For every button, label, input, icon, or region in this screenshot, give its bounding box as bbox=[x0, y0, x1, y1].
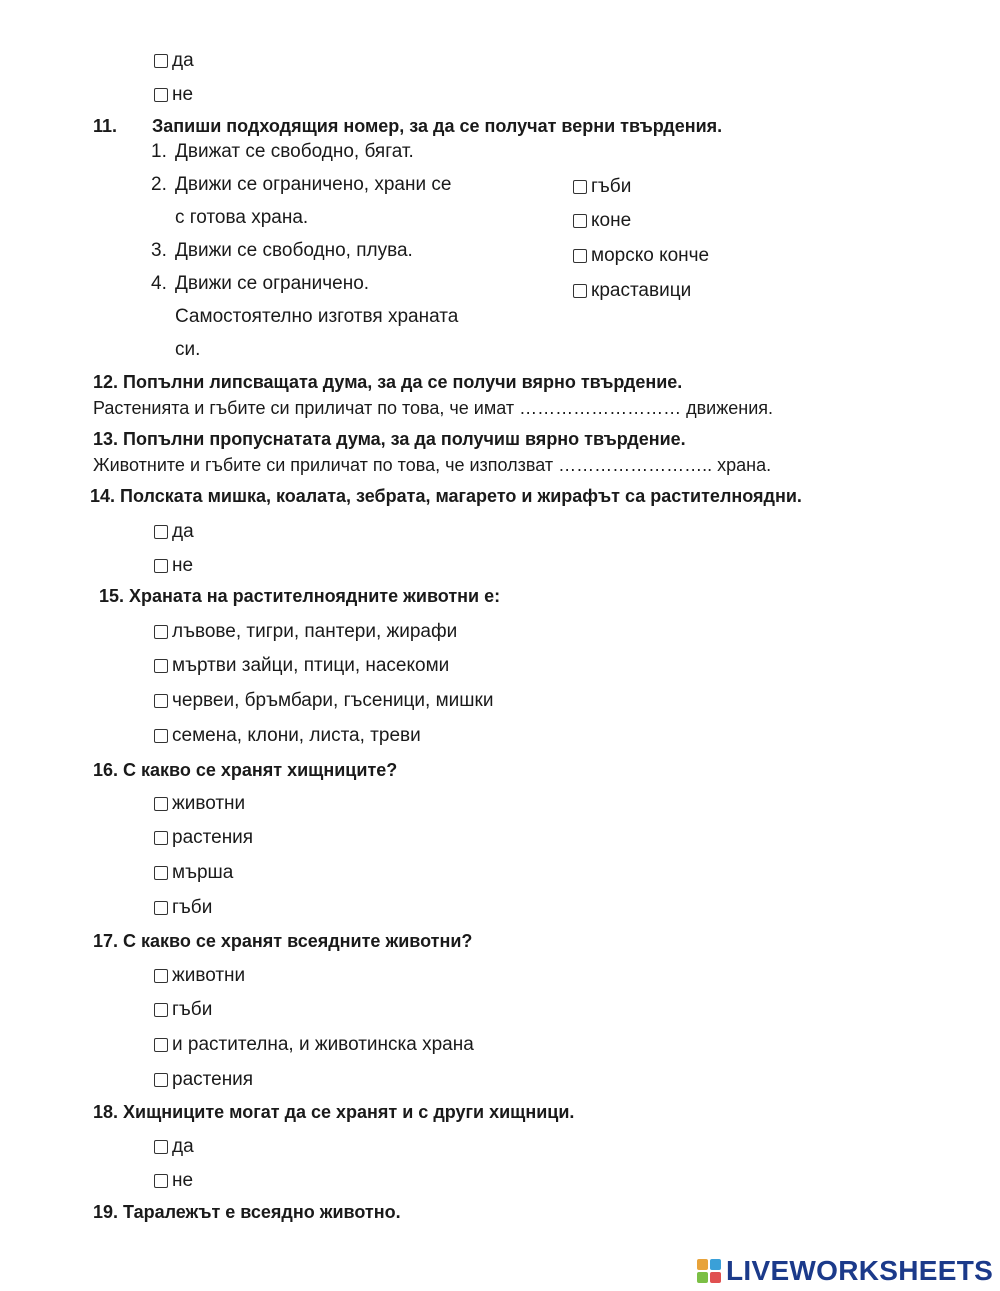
q11-statement-2-line-2: с готова храна. bbox=[175, 207, 309, 228]
statement-number: 2. bbox=[151, 174, 167, 195]
top-option-yes[interactable] bbox=[154, 51, 194, 70]
option-label: да bbox=[172, 521, 194, 542]
checkbox[interactable] bbox=[154, 1038, 168, 1052]
statement-number: 4. bbox=[151, 273, 167, 294]
option-label: мъртви зайци, птици, насекоми bbox=[172, 655, 450, 676]
statement-text: Движи се ограничено. bbox=[175, 273, 370, 294]
q13-title: 13. Попълни пропуснатата дума, за да получиш вярно твърдение. bbox=[93, 429, 686, 449]
q16-title: 16. С какво се хранят хищниците? bbox=[93, 760, 398, 780]
q11-answer-kone[interactable] bbox=[573, 211, 631, 230]
q11-statement-4-line-3: си. bbox=[175, 339, 201, 360]
q11-answer-gabi[interactable] bbox=[573, 177, 631, 196]
checkbox[interactable] bbox=[154, 1174, 168, 1188]
q18-option-no[interactable] bbox=[154, 1171, 193, 1190]
q15-option-3[interactable] bbox=[154, 691, 493, 710]
q14-option-yes[interactable] bbox=[154, 522, 194, 541]
option-label: гъби bbox=[172, 999, 213, 1020]
option-label: гъби bbox=[591, 176, 632, 197]
q11-answer-morsko-konche[interactable] bbox=[573, 246, 709, 265]
option-label: коне bbox=[591, 210, 632, 231]
checkbox[interactable] bbox=[154, 866, 168, 880]
q16-option-2[interactable] bbox=[154, 828, 253, 847]
q14-title: 14. Полската мишка, коалата, зебрата, магарето и жирафът са растителноядни. bbox=[90, 486, 802, 506]
q18-title: 18. Хищниците могат да се хранят и с други хищници. bbox=[93, 1102, 575, 1122]
q18-option-yes[interactable] bbox=[154, 1137, 194, 1156]
logo-mark-icon bbox=[697, 1259, 721, 1283]
logo-square bbox=[697, 1259, 708, 1270]
q17-option-1[interactable] bbox=[154, 966, 245, 985]
checkbox[interactable] bbox=[154, 831, 168, 845]
option-label: червеи, бръмбари, гъсеници, мишки bbox=[172, 690, 494, 711]
liveworksheets-logo bbox=[697, 1255, 993, 1287]
q11-title: Запиши подходящия номер, за да се получат верни твърдения. bbox=[152, 116, 723, 136]
option-label: не bbox=[172, 555, 194, 576]
checkbox[interactable] bbox=[154, 969, 168, 983]
q11-statement-3 bbox=[151, 241, 413, 260]
checkbox[interactable] bbox=[573, 180, 587, 194]
q16-option-3[interactable] bbox=[154, 863, 233, 882]
checkbox[interactable] bbox=[573, 284, 587, 298]
checkbox[interactable] bbox=[154, 729, 168, 743]
q15-title: 15. Храната на растителноядните животни е: bbox=[99, 586, 501, 606]
option-label: животни bbox=[172, 965, 246, 986]
statement-number: 1. bbox=[151, 141, 167, 162]
option-label: морско конче bbox=[591, 245, 710, 266]
q12-title: 12. Попълни липсващата дума, за да се получи вярно твърдение. bbox=[93, 372, 683, 392]
q16-option-1[interactable] bbox=[154, 794, 245, 813]
logo-text: LIVEWORKSHEETS bbox=[726, 1255, 994, 1286]
q11-answer-krastavitsi[interactable] bbox=[573, 281, 691, 300]
option-label: животни bbox=[172, 793, 246, 814]
logo-square bbox=[697, 1272, 708, 1283]
q16-option-4[interactable] bbox=[154, 898, 212, 917]
statement-text: Движат се свободно, бягат. bbox=[175, 141, 414, 162]
q17-title: 17. С какво се хранят всеядните животни? bbox=[93, 931, 473, 951]
statement-number: 3. bbox=[151, 240, 167, 261]
checkbox[interactable] bbox=[154, 54, 168, 68]
checkbox[interactable] bbox=[154, 1140, 168, 1154]
option-label: растения bbox=[172, 1069, 254, 1090]
top-option-no[interactable] bbox=[154, 85, 193, 104]
q15-option-4[interactable] bbox=[154, 726, 421, 745]
q17-option-4[interactable] bbox=[154, 1070, 253, 1089]
option-label: да bbox=[172, 50, 194, 71]
q13-text: Животните и гъбите си приличат по това, че използват …………………….. храна. bbox=[93, 455, 772, 475]
q11-statement-4-line-2: Самостоятелно изготвя храната bbox=[175, 306, 459, 327]
checkbox[interactable] bbox=[154, 901, 168, 915]
checkbox[interactable] bbox=[573, 249, 587, 263]
checkbox[interactable] bbox=[154, 797, 168, 811]
logo-square bbox=[710, 1259, 721, 1270]
q12-text: Растенията и гъбите си приличат по това, че имат ……………………… движения. bbox=[93, 398, 774, 418]
statement-text: Движи се свободно, плува. bbox=[175, 240, 413, 261]
checkbox[interactable] bbox=[154, 525, 168, 539]
option-label: и растителна, и животинска храна bbox=[172, 1034, 474, 1055]
logo-square bbox=[710, 1272, 721, 1283]
checkbox[interactable] bbox=[154, 659, 168, 673]
option-label: лъвове, тигри, пантери, жирафи bbox=[172, 621, 458, 642]
q11-statement-1 bbox=[151, 142, 414, 161]
q11-number: 11. bbox=[93, 116, 118, 136]
q11-statement-2 bbox=[151, 175, 451, 194]
q17-option-3[interactable] bbox=[154, 1035, 474, 1054]
q19-title: 19. Таралежът е всеядно животно. bbox=[93, 1202, 401, 1222]
q17-option-2[interactable] bbox=[154, 1000, 212, 1019]
option-label: не bbox=[172, 84, 194, 105]
checkbox[interactable] bbox=[154, 559, 168, 573]
option-label: да bbox=[172, 1136, 194, 1157]
statement-text: Движи се ограничено, храни се bbox=[175, 174, 452, 195]
q15-option-1[interactable] bbox=[154, 622, 457, 641]
q14-option-no[interactable] bbox=[154, 556, 193, 575]
checkbox[interactable] bbox=[154, 88, 168, 102]
option-label: семена, клони, листа, треви bbox=[172, 725, 421, 746]
option-label: гъби bbox=[172, 897, 213, 918]
option-label: краставици bbox=[591, 280, 692, 301]
option-label: мърша bbox=[172, 862, 234, 883]
q11-statement-4 bbox=[151, 274, 369, 293]
checkbox[interactable] bbox=[154, 625, 168, 639]
checkbox[interactable] bbox=[573, 214, 587, 228]
checkbox[interactable] bbox=[154, 1003, 168, 1017]
checkbox[interactable] bbox=[154, 1073, 168, 1087]
option-label: растения bbox=[172, 827, 254, 848]
option-label: не bbox=[172, 1170, 194, 1191]
checkbox[interactable] bbox=[154, 694, 168, 708]
q15-option-2[interactable] bbox=[154, 656, 449, 675]
